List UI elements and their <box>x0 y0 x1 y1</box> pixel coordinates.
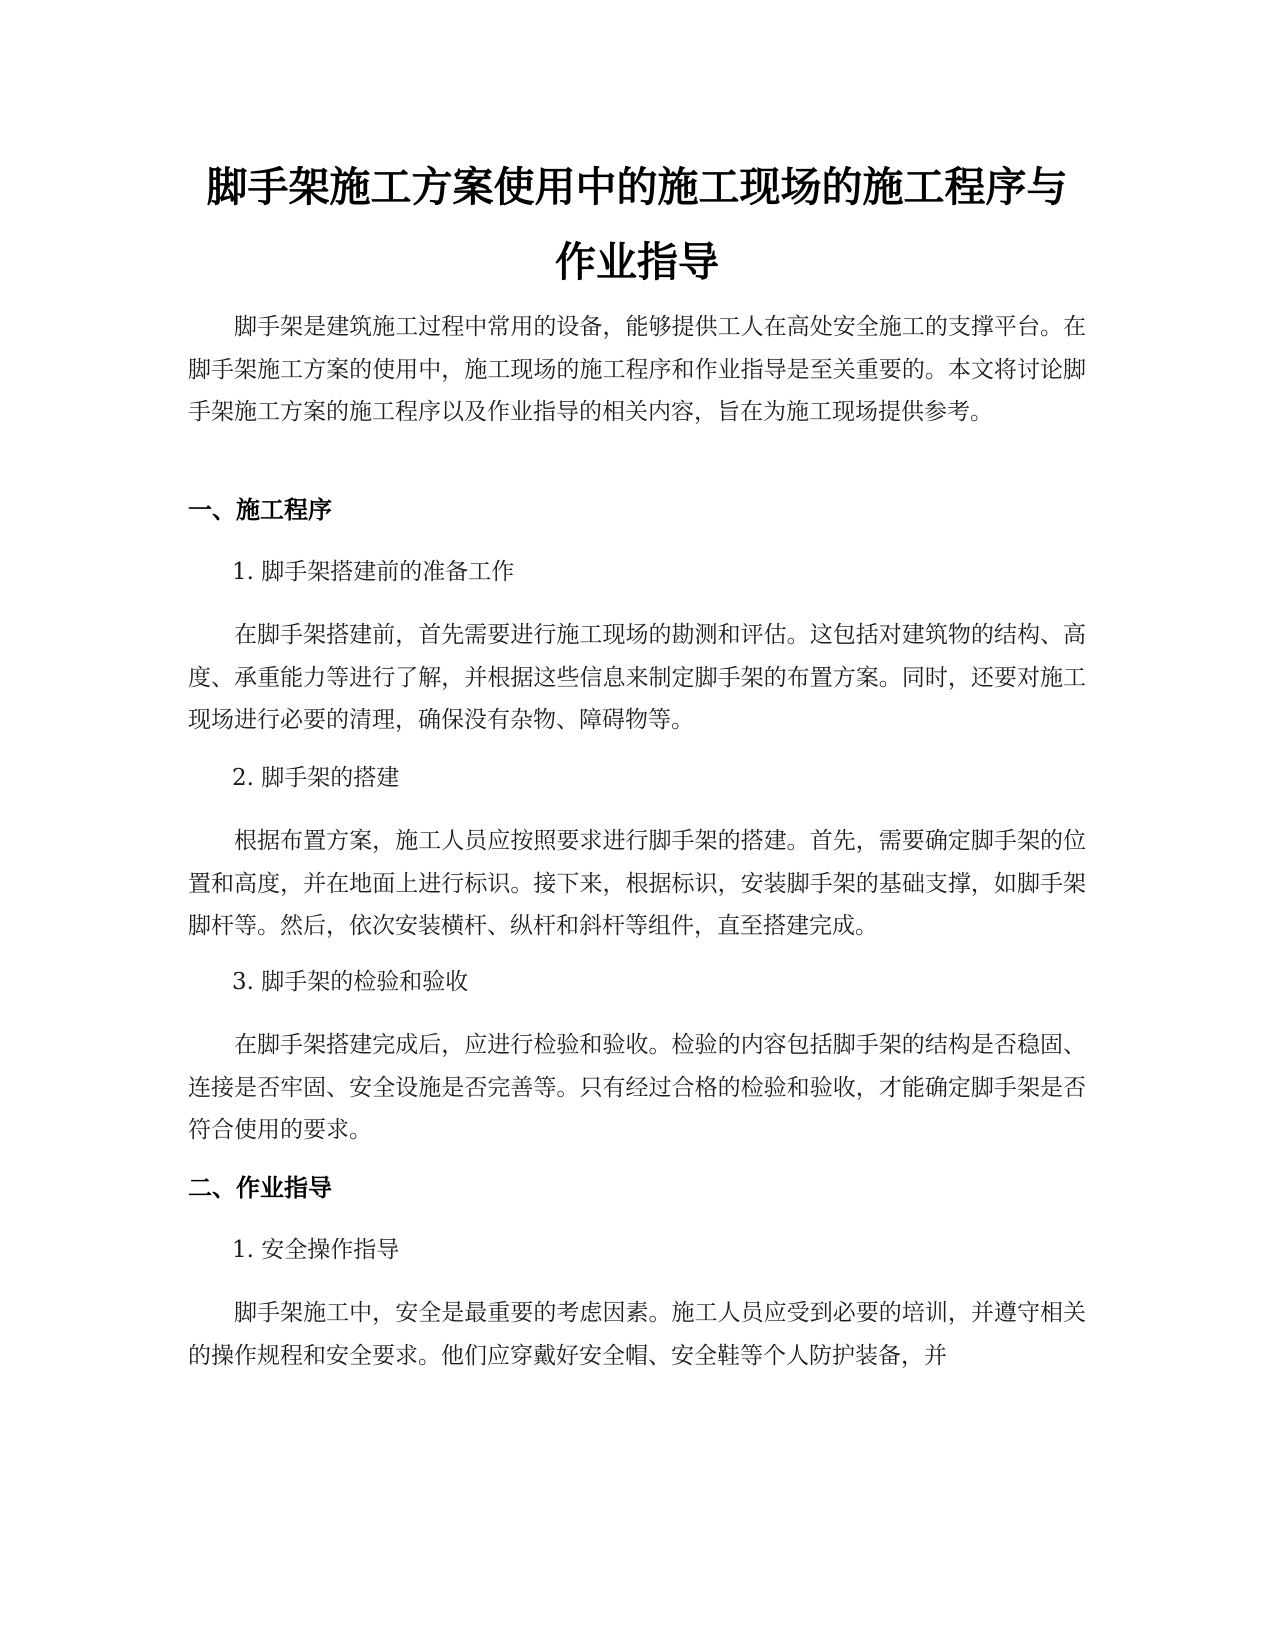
intro-paragraph: 脚手架是建筑施工过程中常用的设备，能够提供工人在高处安全施工的支撑平台。在脚手架施工方案的使用中，施工现场的施工程序和作业指导是至关重要的。本文将讨论脚手架施工方案的施工程序以及作业指导的相关内容，旨在为施工现场提供参考。 <box>188 314 1086 425</box>
subheading-inspection: 3. 脚手架的检验和验收 <box>232 969 469 995</box>
paragraph-preparation: 在脚手架搭建前，首先需要进行施工现场的勘测和评估。这包括对建筑物的结构、高度、承重能力等进行了解，并根据这些信息来制定脚手架的布置方案。同时，还要对施工现场进行必要的清理，确保没有杂物、障碍物等。 <box>188 622 1086 733</box>
section-heading-guidance: 二、作业指导 <box>188 1174 332 1202</box>
paragraph-erection: 根据布置方案，施工人员应按照要求进行脚手架的搭建。首先，需要确定脚手架的位置和高度，并在地面上进行标识。接下来，根据标识，安装脚手架的基础支撑，如脚手架脚杆等。然后，依次安装横杆、纵杆和斜杆等组件，直至搭建完成。 <box>188 828 1086 939</box>
section-heading-procedure: 一、施工程序 <box>188 496 332 524</box>
subheading-erection: 2. 脚手架的搭建 <box>232 765 400 791</box>
subheading-preparation: 1. 脚手架搭建前的准备工作 <box>232 559 515 585</box>
subheading-safety: 1. 安全操作指导 <box>232 1237 400 1263</box>
paragraph-inspection: 在脚手架搭建完成后，应进行检验和验收。检验的内容包括脚手架的结构是否稳固、连接是否牢固、安全设施是否完善等。只有经过合格的检验和验收，才能确定脚手架是否符合使用的要求。 <box>188 1032 1086 1143</box>
paragraph-safety: 脚手架施工中，安全是最重要的考虑因素。施工人员应受到必要的培训，并遵守相关的操作规程和安全要求。他们应穿戴好安全帽、安全鞋等个人防护装备，并 <box>188 1300 1086 1369</box>
document-title: 脚手架施工方案使用中的施工现场的施工程序与作业指导 <box>206 163 1068 286</box>
